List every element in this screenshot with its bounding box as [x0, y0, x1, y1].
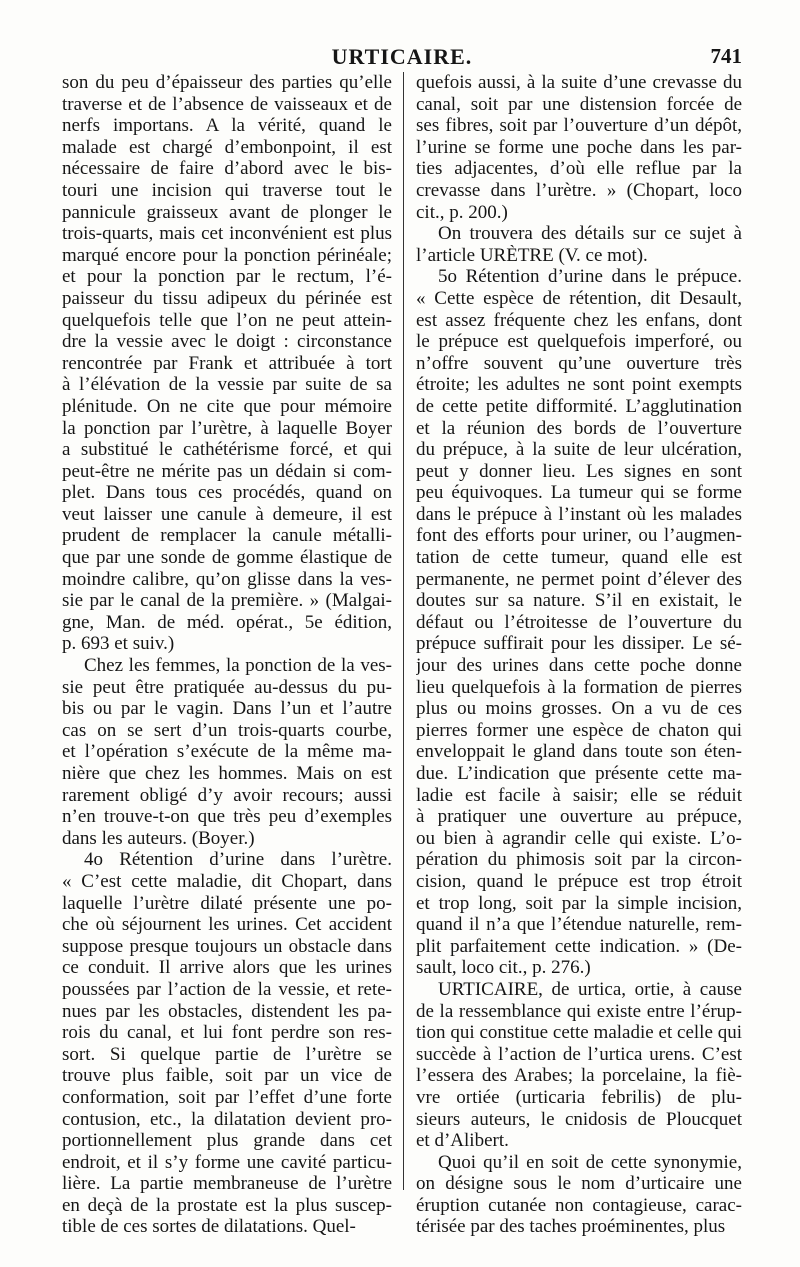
text-line: 4o Rétention d’urine dans l’urètre.: [84, 849, 392, 871]
text-line: rencontrée par Frank et attribuée à tort: [62, 352, 392, 374]
text-line: et l’opération s’exécute de la même ma-: [62, 741, 392, 763]
text-line: peut y donner lieu. Les signes en sont: [416, 460, 742, 482]
text-line: que par une sonde de gomme élastique de: [62, 547, 392, 569]
text-line: p. 693 et suiv.): [62, 633, 175, 655]
text-line: nécessaire de faire d’abord avec le bis-: [62, 158, 392, 180]
text-line: nues par les obstacles, distendent les pa-: [62, 1000, 392, 1022]
text-line: lieu quelquefois à la formation de pierres: [416, 676, 742, 698]
text-line: paisseur du tissu adipeux du périnée est: [62, 287, 392, 309]
text-line: sie peut être pratiquée au-dessus du pu-: [62, 676, 392, 698]
text-line: tion qui constitue cette maladie et celle qui: [416, 1022, 742, 1044]
text-line: moindre calibre, qu’on glisse dans la ves-: [62, 568, 392, 590]
text-line: n’offre souvent qu’une ouverture très: [416, 352, 742, 374]
text-line: prépuce suffirait pour les dissiper. Le sé-: [416, 633, 742, 655]
text-line: est assez fréquente chez les enfans, dont: [416, 309, 742, 331]
text-line: vre ortiée (urticaria febrilis) de plu-: [416, 1086, 742, 1108]
text-line: On trouvera des détails sur ce sujet à: [438, 223, 742, 245]
text-line: poussées par l’action de la vessie, et rete-: [62, 978, 392, 1000]
text-line: et la réunion des bords de l’ouverture: [416, 417, 742, 439]
text-line: touri une incision qui traverse tout le: [62, 179, 392, 201]
text-line: quelquefois telle que l’on ne peut attein-: [62, 309, 392, 331]
running-title: URTICAIRE.: [331, 44, 473, 69]
text-line: pannicule graisseux avant de plonger le: [62, 201, 392, 223]
text-line: son du peu d’épaisseur des parties qu’elle: [62, 72, 392, 93]
text-line: rois du canal, et lui font perdre son res-: [62, 1022, 392, 1044]
column-divider: [403, 72, 404, 1190]
text-line: « C’est cette maladie, dit Chopart, dans: [62, 870, 392, 892]
left-column: [62, 72, 392, 1238]
text-line: ladie est facile à saisir; elle se réduit: [416, 784, 742, 806]
text-line: en deçà de la prostate est la plus suscep-: [62, 1194, 392, 1216]
text-line: ses fibres, soit par l’ouverture d’un dépôt,: [416, 115, 742, 137]
text-line: canal, soit par une distension forcée de: [416, 93, 742, 115]
text-line: l’urine se forme une poche dans les par-: [416, 136, 742, 158]
text-line: quefois aussi, à la suite d’une crevasse du: [416, 72, 742, 93]
text-line: lière. La partie membraneuse de l’urètre: [62, 1173, 392, 1195]
right-column: [416, 72, 742, 1238]
text-line: du prépuce, à la suite de leur ulcération,: [416, 439, 742, 461]
text-line: peu équivoques. La tumeur qui se forme: [416, 482, 742, 504]
text-line: due. L’indication que présente cette ma-: [416, 763, 742, 784]
text-line: marqué encore pour la ponction périnéale;: [62, 244, 392, 266]
text-line: de la ressemblance qui existe entre l’érup-: [416, 1000, 742, 1022]
text-line: et trop long, soit par la simple incision,: [416, 892, 742, 914]
text-line: « Cette espèce de rétention, dit Desault,: [416, 287, 742, 309]
text-line: le prépuce est quelquefois imperforé, ou: [416, 331, 742, 353]
text-line: ou bien à agrandir celle qui existe. L’o-: [416, 827, 742, 849]
text-line: pération du phimosis soit par la circon-: [416, 849, 742, 871]
text-line: tible de ces sortes de dilatations. Quel-: [62, 1216, 356, 1238]
text-line: et pour la ponction par le rectum, l’é-: [62, 266, 392, 288]
text-line: permanente, ne permet point d’élever des: [416, 568, 742, 590]
text-line: plet. Dans tous ces procédés, quand on: [62, 482, 392, 504]
text-line: dre la vessie avec le doigt : circonstance: [62, 331, 392, 353]
text-line: cision, quand le prépuce est trop étroit: [416, 870, 742, 892]
text-line: et d’Alibert.: [416, 1130, 509, 1152]
text-line: Chez les femmes, la ponction de la ves-: [84, 655, 392, 677]
text-line: sieurs auteurs, le cnidosis de Ploucquet: [416, 1108, 742, 1130]
text-line: rarement obligé d’y avoir recours; aussi: [62, 784, 392, 806]
text-line: gne, Man. de méd. opérat., 5e édition,: [62, 611, 392, 633]
text-line: plit parfaitement cette indication. » (De-: [416, 935, 742, 957]
text-line: veut laisser une canule à demeure, il est: [62, 503, 392, 525]
text-line: traverse et de l’absence de vaisseaux et de: [62, 93, 392, 115]
text-line: enveloppait le gland dans toute son éten-: [416, 741, 742, 763]
text-line: conformation, soit par l’effet d’une forte: [62, 1086, 392, 1108]
text-line: ties adjacentes, d’où elle reflue par la: [416, 158, 742, 180]
text-line: prudent de remplacer la canule métalli-: [62, 525, 392, 547]
text-line: térisée par des taches proéminentes, plus: [416, 1216, 726, 1238]
text-line: trois-quarts, mais cet inconvénient est plus: [62, 223, 392, 245]
text-line: succède à l’action de l’urtica urens. C’est: [416, 1043, 742, 1065]
text-line: che où séjournent les urines. Cet accident: [62, 914, 392, 936]
page-header: [62, 44, 742, 70]
text-line: étroite; les adultes ne sont point exempts: [416, 374, 742, 396]
text-line: peut-être ne mérite pas un dédain si com-: [62, 460, 392, 482]
text-line: défaut ou l’étroitesse de l’ouverture du: [416, 611, 742, 633]
text-line: 5o Rétention d’urine dans le prépuce.: [438, 266, 742, 288]
text-line: sie par le canal de la première. » (Malgai-: [62, 590, 392, 612]
text-line: à pratiquer une ouverture au prépuce,: [416, 806, 742, 828]
text-line: crevasse dans l’urètre. » (Chopart, loco: [416, 179, 742, 201]
text-line: Quoi qu’il en soit de cette synonymie,: [438, 1151, 742, 1173]
text-line: dans les auteurs. (Boyer.): [62, 827, 255, 849]
text-line: contusion, etc., la dilatation devient pro-: [62, 1108, 392, 1130]
text-line: n’en trouve-t-on que très peu d’exemples: [62, 806, 392, 828]
text-line: suppose presque toujours un obstacle dans: [62, 935, 392, 957]
text-line: malade est chargé d’embonpoint, il est: [62, 136, 392, 158]
text-line: a substitué le cathétérisme forcé, et qui: [62, 439, 392, 461]
text-line: cas on se sert d’un trois-quarts courbe,: [62, 719, 392, 741]
text-line: la ponction par l’urètre, à laquelle Boyer: [62, 417, 392, 439]
text-line: cit., p. 200.): [416, 201, 508, 223]
text-line: nière que chez les hommes. Mais on est: [62, 763, 392, 784]
text-line: bis ou par le vagin. Dans l’un et l’autre: [62, 698, 392, 720]
text-line: portionnellement plus grande dans cet: [62, 1130, 392, 1152]
text-line: l’essera des Arabes; la porcelaine, la fiè-: [416, 1065, 742, 1087]
text-line: plénitude. On ne cite que pour mémoire: [62, 395, 392, 417]
text-line: à l’élévation de la vessie par suite de sa: [62, 374, 392, 396]
text-line: quand il n’a que l’étendue naturelle, rem-: [416, 914, 742, 936]
text-line: on désigne sous le nom d’urticaire une: [416, 1173, 742, 1195]
text-line: sort. Si quelque partie de l’urètre se: [62, 1043, 392, 1065]
text-line: tation de cette tumeur, quand elle est: [416, 547, 742, 569]
text-line: sault, loco cit., p. 276.): [416, 957, 591, 979]
text-line: l’article URÈTRE (V. ce mot).: [416, 244, 648, 266]
text-line: de cette petite difformité. L’agglutination: [416, 395, 742, 417]
text-line: URTICAIRE, de urtica, ortie, à cause: [438, 978, 742, 1000]
text-line: endroit, et il s’y forme une cavité particu-: [62, 1151, 392, 1173]
text-line: doutes sur sa nature. S’il en existait, le: [416, 590, 742, 612]
text-line: nerfs importans. A la vérité, quand le: [62, 115, 392, 137]
page-number: 741: [710, 44, 742, 68]
text-line: jour des urines dans cette poche donne: [416, 655, 742, 677]
text-line: éruption cutanée non contagieuse, carac-: [416, 1194, 742, 1216]
text-line: ce conduit. Il arrive alors que les urines: [62, 957, 392, 979]
text-line: plus ou moins grosses. On a vu de ces: [416, 698, 742, 720]
text-line: pierres former une espèce de chaton qui: [416, 719, 742, 741]
text-line: font des efforts pour uriner, ou l’augmen-: [416, 525, 742, 547]
text-line: laquelle l’urètre dilaté présente une po-: [62, 892, 392, 914]
text-line: trouve plus faible, soit par un vice de: [62, 1065, 392, 1087]
text-line: dans le prépuce à l’instant où les malades: [416, 503, 742, 525]
